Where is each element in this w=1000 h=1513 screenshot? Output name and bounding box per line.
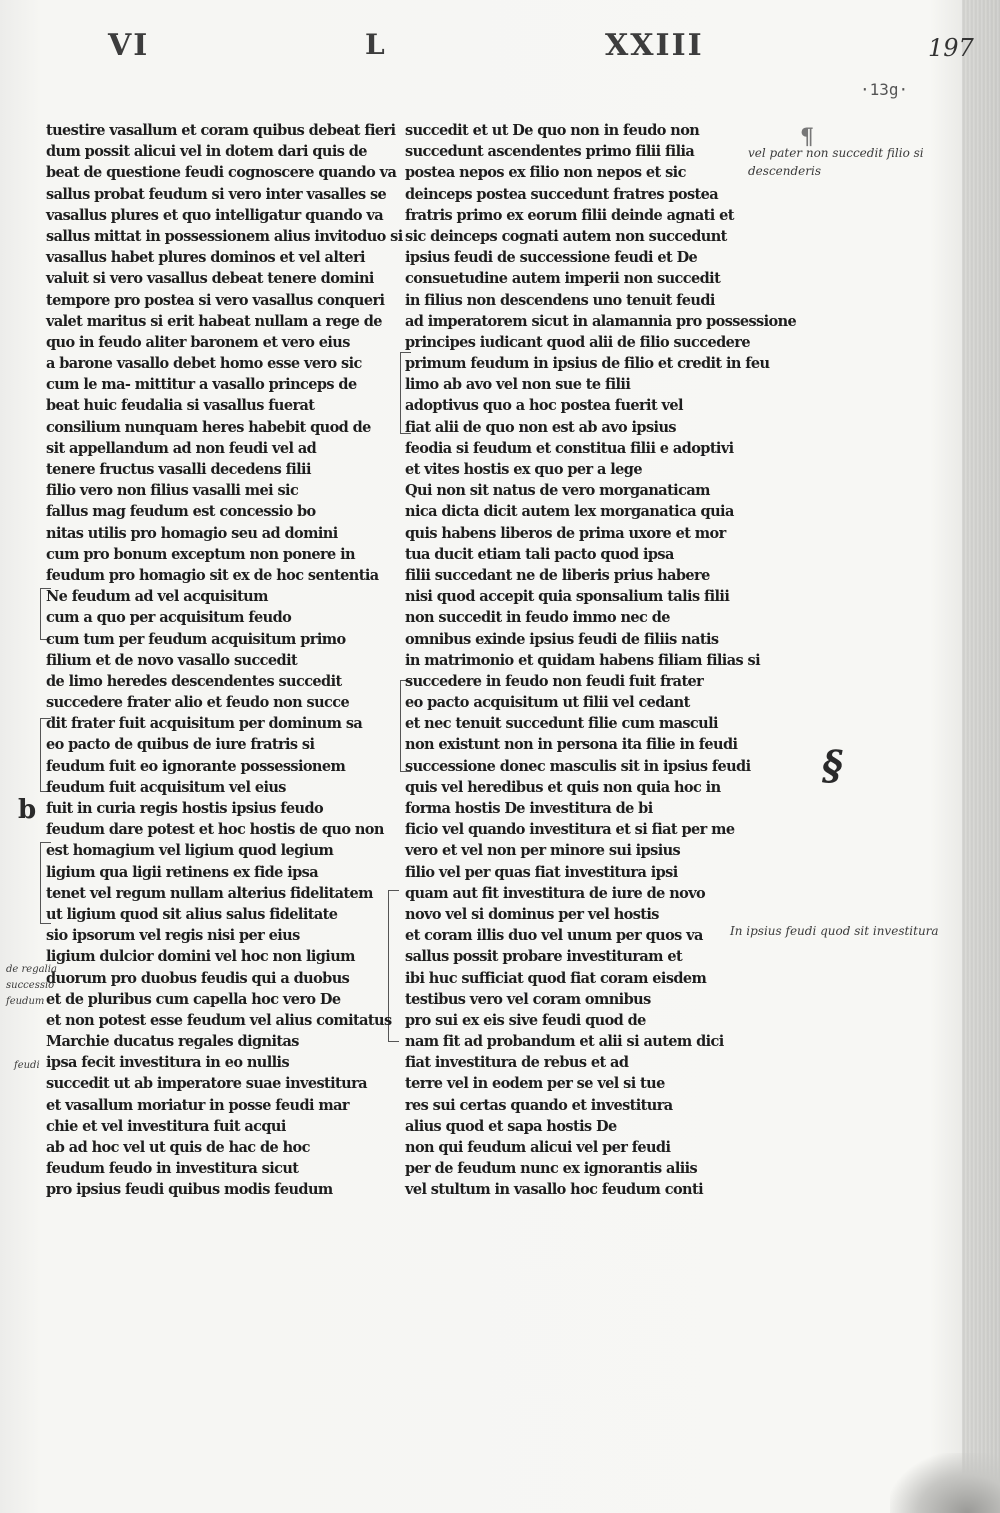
- text-line: successione donec masculis sit in ipsius feudi: [405, 757, 751, 775]
- text-line: et de pluribus cum capella hoc vero De: [46, 990, 341, 1008]
- text-line: alius quod et sapa hostis De: [405, 1117, 617, 1135]
- text-line: feudum feudo in investitura sicut: [46, 1160, 299, 1178]
- text-line: terre vel in eodem per se vel si tue: [405, 1075, 665, 1093]
- text-line: ipsa fecit investitura in eo nullis: [46, 1054, 290, 1072]
- corner-shadow: [890, 1453, 1000, 1513]
- gloss-line: vel pater non succedit filio si: [748, 146, 924, 160]
- text-line: in filius non descendens uno tenuit feudi: [405, 291, 715, 309]
- text-line: feodia si feudum et constitua filii e adoptivi: [405, 439, 734, 457]
- text-line: vasallus plures et quo intelligatur quando va: [46, 206, 384, 224]
- folio-number: 197: [928, 34, 974, 62]
- text-line: sallus possit probare investituram et: [405, 948, 683, 966]
- text-line: novo vel si dominus per vel hostis: [405, 905, 659, 923]
- text-line: per de feudum nunc ex ignorantis aliis: [405, 1160, 698, 1178]
- text-line: adoptivus quo a hoc postea fuerit vel: [405, 397, 683, 415]
- text-line: sallus mittat in possessionem alius invitoduo si: [46, 227, 403, 245]
- text-line: sit appellandum ad non feudi vel ad: [46, 439, 317, 457]
- text-line: valet maritus si erit habeat nullam a rege de: [46, 312, 382, 330]
- text-line: res sui certas quando et investitura: [405, 1096, 673, 1114]
- text-line: quo in feudo aliter baronem et vero eius: [46, 333, 350, 351]
- text-line: fuit in curia regis hostis ipsius feudo: [46, 800, 324, 817]
- gloss-line: successio: [6, 980, 55, 991]
- text-line: fallus mag feudum est concessio bo: [46, 503, 316, 521]
- gloss-line: de regalia: [6, 964, 57, 975]
- text-line: eo pacto de quibus de iure fratris si: [46, 736, 315, 754]
- page-edge-shadow: [962, 0, 1000, 1513]
- text-line: succedit ut ab imperatore suae investitura: [46, 1075, 367, 1093]
- text-line: cum pro bonum exceptum non ponere in: [46, 545, 355, 563]
- text-line: et vasallum moriatur in posse feudi mar: [46, 1096, 349, 1114]
- text-line: vel stultum in vasallo hoc feudum conti: [405, 1181, 703, 1199]
- text-line: non qui feudum alicui vel per feudi: [405, 1139, 671, 1156]
- text-line: nam fit ad probandum et alii si autem dici: [405, 1033, 724, 1051]
- marginal-gloss-top: [748, 144, 924, 180]
- text-line: feudum dare potest et hoc hostis de quo non: [46, 821, 384, 839]
- text-line: quam aut fit investitura de iure de novo: [405, 884, 706, 902]
- text-line: et non potest esse feudum vel alius comitatus: [46, 1011, 392, 1029]
- text-line: quis habens liberos de prima uxore et mor: [405, 524, 726, 542]
- text-line: et vites hostis ex quo per a lege: [405, 461, 642, 478]
- text-line: feudum fuit eo ignorante possessionem: [46, 757, 346, 775]
- text-line: vero et vel non per minore sui ipsius: [405, 842, 681, 860]
- text-line: tempore pro postea si vero vasallus conqueri: [46, 291, 385, 309]
- text-line: limo ab avo vel non sue te filii: [405, 376, 631, 394]
- text-line: in matrimonio et quidam habens filiam filias si: [405, 651, 760, 669]
- text-line: sallus probat feudum si vero inter vasalles se: [46, 185, 387, 203]
- text-line: cum a quo per acquisitum feudo: [46, 609, 292, 627]
- text-line: succedunt ascendentes primo filii filia: [405, 143, 695, 161]
- text-line: consuetudine autem imperii non succedit: [405, 270, 721, 288]
- text-line: de limo heredes descendentes succedit: [46, 672, 342, 690]
- paragraph-mark-icon: ¶: [800, 124, 814, 150]
- text-line: vasallus habet plures dominos et vel alteri: [46, 249, 365, 267]
- text-line: valuit si vero vasallus debeat tenere domini: [46, 270, 374, 288]
- text-line: fratris primo ex eorum filii deinde agnati et: [405, 206, 734, 224]
- text-line: ligium dulcior domini vel hoc non ligium: [46, 948, 355, 966]
- text-line: fiat investitura de rebus et ad: [405, 1054, 629, 1072]
- text-line: nitas utilis pro homagio seu ad domini: [46, 524, 338, 542]
- text-line: beat de questione feudi cognoscere quando va: [46, 164, 397, 182]
- text-line: filii succedant ne de liberis prius habere: [405, 566, 710, 584]
- text-line: deinceps postea succedunt fratres postea: [405, 185, 719, 203]
- text-line: duorum pro duobus feudis qui a duobus: [46, 969, 350, 987]
- marginal-flourish-icon: §: [822, 742, 843, 789]
- text-line: filio vel per quas fiat investitura ipsi: [405, 863, 678, 881]
- text-line: omnibus exinde ipsius feudi de filiis natis: [405, 630, 719, 648]
- text-line: dit frater fuit acquisitum per dominum sa: [46, 715, 363, 733]
- text-line: cum le ma- mittitur a vasallo princeps de: [46, 376, 357, 394]
- text-line: tua ducit etiam tali pacto quod ipsa: [405, 545, 674, 563]
- text-line: ad imperatorem sicut in alamannia pro possessione: [405, 312, 797, 330]
- text-line: a barone vasallo debet homo esse vero sic: [46, 355, 362, 373]
- running-head-center: L: [365, 28, 387, 61]
- text-line: pro sui ex eis sive feudi quod de: [405, 1011, 646, 1029]
- text-line: succedere in feudo non feudi fuit frater: [405, 672, 704, 690]
- text-line: ipsius feudi de successione feudi et De: [405, 249, 698, 267]
- text-line: non succedit in feudo immo nec de: [405, 609, 670, 627]
- text-line: quis vel heredibus et quis non quia hoc in: [405, 778, 721, 796]
- foliation-stamp: ·13g·: [860, 80, 909, 99]
- text-line: tenere fructus vasalli decedens filii: [46, 461, 311, 478]
- text-line: consilium nunquam heres habebit quod de: [46, 418, 371, 436]
- text-line: chie et vel investitura fuit acqui: [46, 1117, 286, 1135]
- text-line: est homagium vel ligium quod legium: [46, 842, 334, 860]
- running-head-right: XXIII: [605, 28, 704, 63]
- text-line: tuestire vasallum et coram quibus debeat fieri: [46, 122, 396, 139]
- text-line: Qui non sit natus de vero morganaticam: [405, 482, 710, 500]
- text-line: filium et de novo vasallo succedit: [46, 651, 298, 669]
- text-line: et coram illis duo vel unum per quos va: [405, 927, 703, 945]
- text-line: sic deinceps cognati autem non succedunt: [405, 227, 727, 245]
- text-line: pro ipsius feudi quibus modis feudum: [46, 1181, 333, 1199]
- text-line: cum tum per feudum acquisitum primo: [46, 630, 346, 648]
- text-line: beat huic feudalia si vasallus fuerat: [46, 397, 315, 415]
- text-line: filio vero non filius vasalli mei sic: [46, 482, 299, 500]
- running-head-left: VI: [108, 28, 150, 63]
- text-line: principes iudicant quod alii de filio succedere: [405, 333, 750, 351]
- gloss-line: feudum: [6, 996, 45, 1007]
- text-line: eo pacto acquisitum ut filii vel cedant: [405, 694, 690, 712]
- text-line: forma hostis De investitura de bi: [405, 800, 653, 817]
- text-line: ab ad hoc vel ut quis de hac de hoc: [46, 1139, 310, 1156]
- text-line: ligium qua ligii retinens ex fide ipsa: [46, 863, 319, 881]
- text-line: nica dicta dicit autem lex morganatica quia: [405, 503, 734, 521]
- text-line: postea nepos ex filio non nepos et sic: [405, 164, 686, 182]
- text-line: feudum fuit acquisitum vel eius: [46, 778, 286, 796]
- marginal-gloss-mid: In ipsius feudi quod sit investitura: [730, 924, 939, 938]
- text-line: ibi huc sufficiat quod fiat coram eisdem: [405, 969, 707, 987]
- text-line: dum possit alicui vel in dotem dari quis de: [46, 143, 367, 161]
- text-line: feudum pro homagio sit ex de hoc sententia: [46, 566, 379, 584]
- text-line: succedere frater alio et feudo non succe: [46, 694, 350, 712]
- text-line: ficio vel quando investitura et si fiat per me: [405, 821, 735, 839]
- text-line: non existunt non in persona ita filie in feudi: [405, 736, 738, 754]
- text-line: tenet vel regum nullam alterius fidelitatem: [46, 884, 373, 902]
- text-line: fiat alii de quo non est ab avo ipsius: [405, 418, 676, 436]
- text-column-left: [46, 120, 403, 1201]
- text-line: et nec tenuit succedunt filie cum masculi: [405, 715, 718, 733]
- marginal-gloss-left-2: feudi: [14, 1060, 40, 1071]
- text-line: testibus vero vel coram omnibus: [405, 990, 651, 1008]
- text-line: nisi quod accepit quia sponsalium talis filii: [405, 588, 730, 606]
- marginal-letter-b-icon: b: [18, 795, 37, 825]
- text-line: succedit et ut De quo non in feudo non: [405, 122, 700, 139]
- text-line: sio ipsorum vel regis nisi per eius: [46, 927, 300, 945]
- text-line: primum feudum in ipsius de filio et credit in feu: [405, 355, 770, 373]
- text-line: ut ligium quod sit alius salus fidelitate: [46, 905, 338, 923]
- gloss-line: descenderis: [748, 164, 822, 178]
- text-line: Marchie ducatus regales dignitas: [46, 1033, 299, 1051]
- text-line: Ne feudum ad vel acquisitum: [46, 588, 268, 606]
